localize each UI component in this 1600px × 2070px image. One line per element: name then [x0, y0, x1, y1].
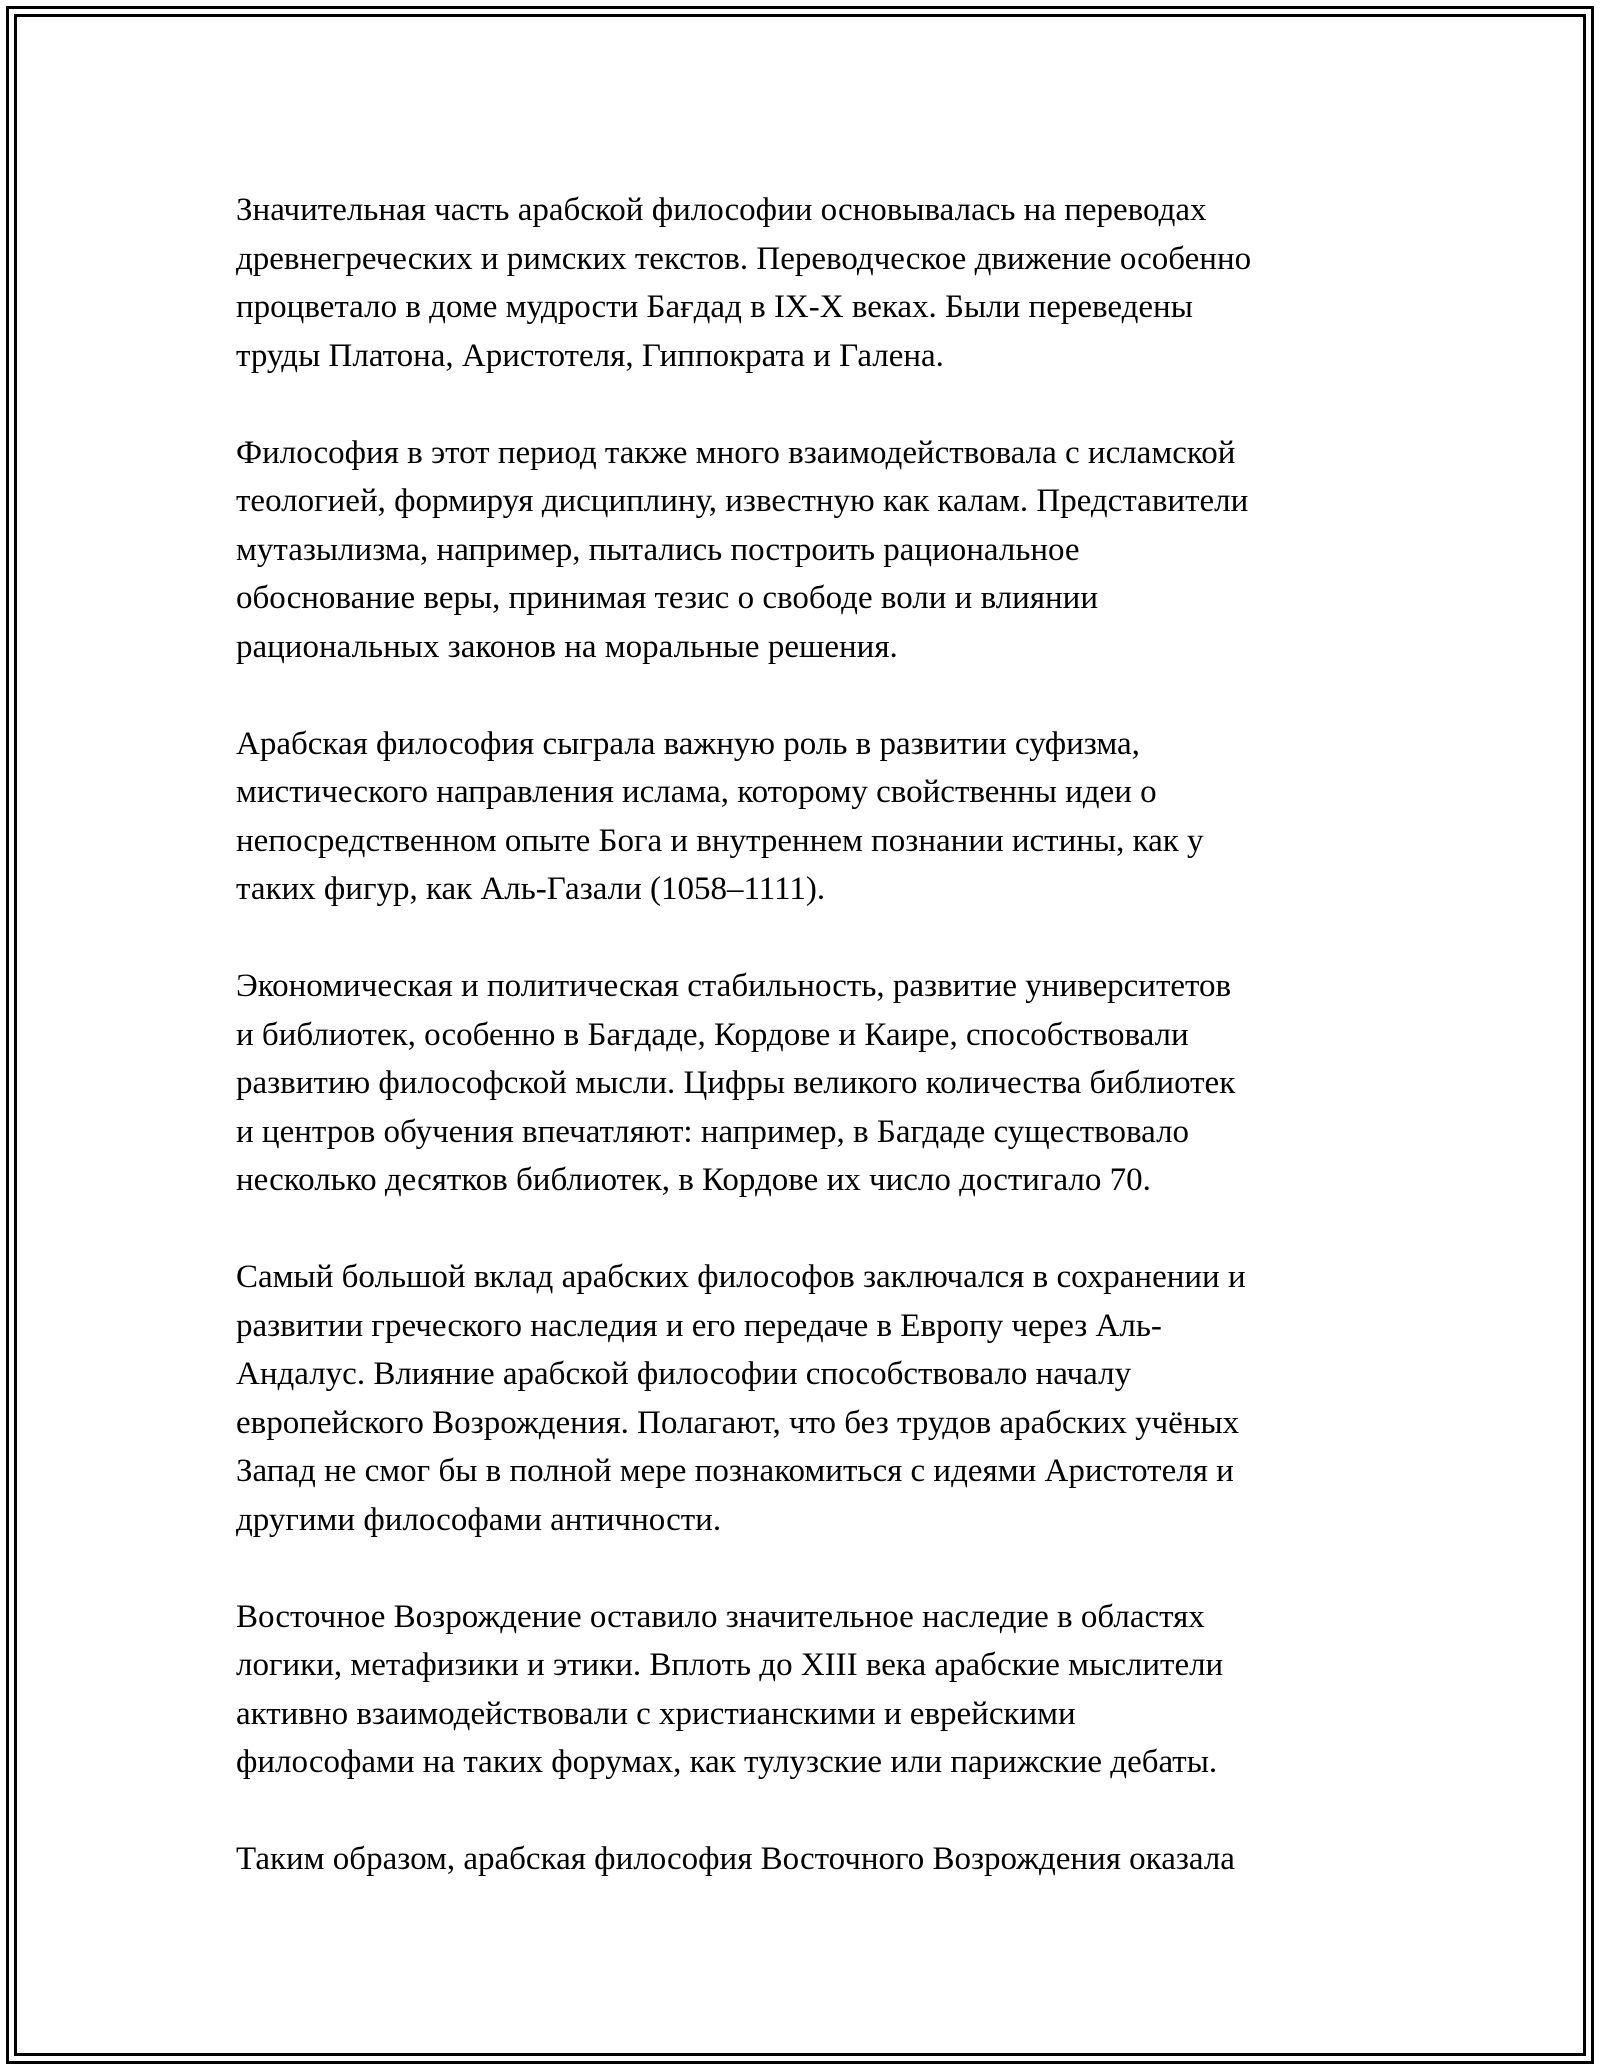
text-line: древнегреческих и римских текстов. Переводческое движение особенно	[236, 240, 1252, 277]
paragraph-greek-heritage	[236, 1253, 1376, 1544]
text-line: и центров обучения впечатляют: например, в Багдаде существовало	[236, 1113, 1190, 1150]
text-line: и библиотек, особенно в Бағдаде, Кордове и Каире, способствовали	[236, 1016, 1189, 1053]
text-line: непосредственном опыте Бога и внутреннем познании истины, как у	[236, 822, 1204, 859]
text-line: Таким образом, арабская философия Восточного Возрождения оказала	[236, 1841, 1235, 1877]
text-line: развитии греческого наследия и его передаче в Европу через Аль-	[236, 1307, 1162, 1344]
text-line: труды Платона, Аристотеля, Гиппократа и Галена.	[236, 337, 944, 374]
text-line: обоснование веры, принимая тезис о свободе воли и влиянии	[236, 580, 1098, 616]
text-line: активно взаимодействовали с христианскими и еврейскими	[236, 1695, 1076, 1732]
text-line: другими философами античности.	[236, 1501, 722, 1538]
text-line: Философия в этот период также много взаимодействовала с исламской	[236, 434, 1236, 471]
text-line: развитию философской мысли. Цифры великого количества библиотек	[236, 1065, 1236, 1101]
text-line: Самый большой вклад арабских философов заключался в сохранении и	[236, 1259, 1246, 1295]
text-line: Значительная часть арабской философии основывалась на переводах	[236, 192, 1207, 228]
text-line: несколько десятков библиотек, в Кордове их число достигало 70.	[236, 1162, 1151, 1198]
text-line: европейского Возрождения. Полагают, что без трудов арабских учёных	[236, 1404, 1240, 1441]
text-line: философами на таких форумах, как тулузские или парижские дебаты.	[236, 1744, 1218, 1780]
paragraph-kalam	[236, 429, 1376, 672]
text-line: логики, метафизики и этики. Вплоть до XIII века арабские мыслители	[236, 1647, 1224, 1683]
text-line: теологией, формируя дисциплину, известную как калам. Представители	[236, 483, 1249, 519]
paragraph-legacy	[236, 1593, 1376, 1787]
text-line: Арабская философия сыграла важную роль в развитии суфизма,	[236, 725, 1140, 762]
paragraph-conclusion	[236, 1835, 1376, 1884]
text-line: Экономическая и политическая стабильность, развитие университетов	[236, 968, 1232, 1004]
text-line: Андалус. Влияние арабской философии способствовало началу	[236, 1356, 1132, 1392]
text-line: рациональных законов на моральные решения.	[236, 628, 898, 665]
text-line: таких фигур, как Аль-Газали (1058–1111).	[236, 871, 826, 907]
text-line: процветало в доме мудрости Бағдад в IX-X веках. Были переведены	[236, 289, 1193, 325]
paragraph-translations	[236, 186, 1376, 380]
document-body	[236, 186, 1376, 1884]
text-line: Запад не смог бы в полной мере познакомиться с идеями Аристотеля и	[236, 1453, 1234, 1489]
text-line: мистического направления ислама, которому свойственны идеи о	[236, 774, 1157, 810]
text-line: Восточное Возрождение оставило значительное наследие в областях	[236, 1598, 1205, 1635]
paragraph-libraries	[236, 962, 1376, 1205]
text-line: мутазылизма, например, пытались построить рациональное	[236, 531, 1080, 568]
paragraph-sufism	[236, 720, 1376, 914]
